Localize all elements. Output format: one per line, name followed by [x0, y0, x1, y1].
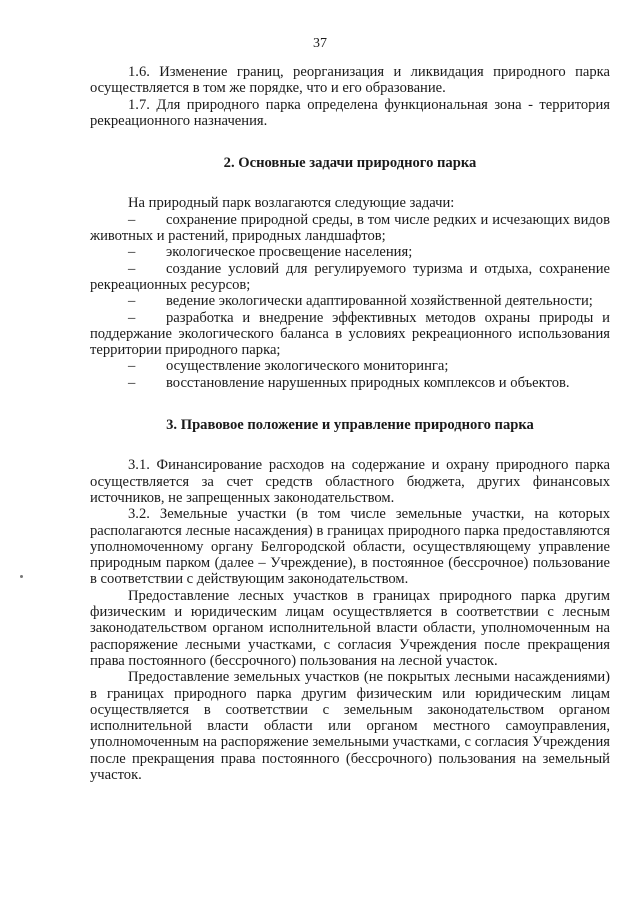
- task-text: ведение экологически адаптированной хозяйственной деятельности;: [166, 293, 593, 310]
- page-number: 37: [313, 36, 327, 51]
- task-item: [90, 212, 610, 245]
- section-2-heading: 2. Основные задачи природного парка: [223, 155, 477, 172]
- paragraph-3-2: 3.2. Земельные участки (в том числе земельные участки, на которых располагаются лесные насаждения) в границах природного парка предоставляются уполномоченному органу Белгородской области, осуществляющему управление природным парком (далее – Учреждение), в постоянное (бессрочное) пользование в соответствии с действующим законодательством.: [90, 506, 610, 588]
- task-item: [90, 244, 610, 260]
- section-3-heading: 3. Правовое положение и управление природного парка: [166, 417, 534, 434]
- task-text: осуществление экологического мониторинга;: [166, 358, 449, 375]
- dash-marker: –: [128, 374, 136, 391]
- task-item: [90, 375, 610, 391]
- paragraph-3-1: 3.1. Финансирование расходов на содержание и охрану природного парка осуществляется за счет средств областного бюджета, других финансовых источников, не запрещенных законодательством.: [90, 457, 610, 506]
- task-item: [90, 310, 610, 359]
- task-text: разработка и внедрение эффективных методов охраны природы и поддержание экологического баланса в условиях рекреационного использования территории природного парка;: [90, 309, 610, 359]
- tasks-intro: На природный парк возлагаются следующие задачи:: [128, 195, 455, 212]
- scan-speck: [20, 575, 23, 578]
- dash-marker: –: [128, 260, 136, 277]
- task-item: [90, 293, 610, 309]
- dash-marker: –: [128, 211, 136, 228]
- paragraph-1-6: 1.6. Изменение границ, реорганизация и ликвидация природного парка осуществляется в том же порядке, что и его образование.: [90, 64, 610, 97]
- dash-marker: –: [128, 244, 136, 261]
- task-item: [90, 261, 610, 294]
- dash-marker: –: [128, 358, 136, 375]
- page-content: [90, 64, 610, 783]
- paragraph-forest-plots: Предоставление лесных участков в границах природного парка другим физическим и юридическим лицам осуществляется в соответствии с лесным законодательством органом исполнительной власти области, уполномоченным на распоряжение лесными участками, с согласия Учреждения после прекращения права постоянного (бессрочного) пользования на лесной участок.: [90, 587, 610, 669]
- paragraph-land-plots: Предоставление земельных участков (не покрытых лесными насаждениями) в границах природного парка другим физическим или юридическим лицам осуществляется в соответствии с земельным законодательством органом исполнительной власти области или органом местного самоуправления, уполномоченным на распоряжение земельными участками, с согласия Учреждения после прекращения права постоянного (бессрочного) пользования на земельный участок.: [90, 669, 610, 783]
- task-text: экологическое просвещение населения;: [166, 244, 413, 261]
- dash-marker: –: [128, 309, 136, 326]
- task-list: [90, 212, 610, 391]
- task-item: [90, 358, 610, 374]
- task-text: сохранение природной среды, в том числе редких и исчезающих видов животных и растений, природных ландшафтов;: [90, 211, 610, 245]
- dash-marker: –: [128, 293, 136, 310]
- paragraph-1-7: 1.7. Для природного парка определена функциональная зона - территория рекреационного назначения.: [90, 96, 610, 129]
- task-text: восстановление нарушенных природных комплексов и объектов.: [166, 374, 570, 391]
- task-text: создание условий для регулируемого туризма и отдыха, сохранение рекреационных ресурсов;: [90, 260, 610, 293]
